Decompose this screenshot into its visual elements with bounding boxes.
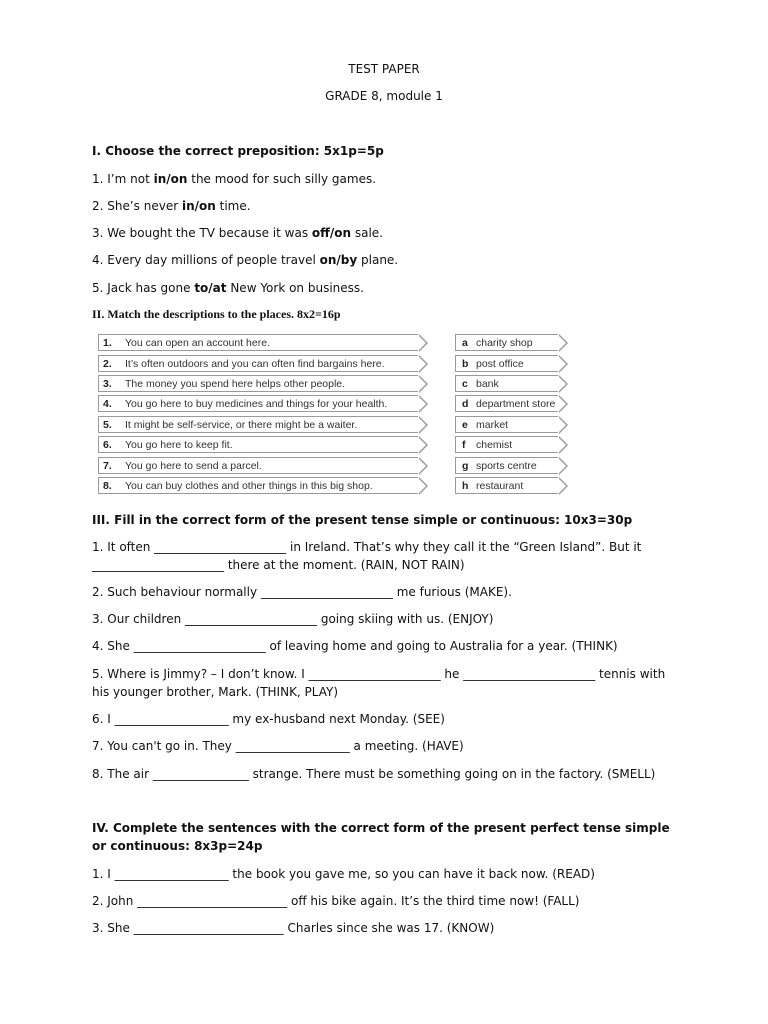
list-item: 1. I’m not in/on the mood for such silly games. bbox=[92, 172, 377, 186]
list-item: 2. She’s never in/on time. bbox=[92, 199, 251, 213]
description-box: 8. You can buy clothes and other things in this big shop. bbox=[98, 477, 418, 494]
place-box: b post office bbox=[455, 355, 558, 372]
list-item: 4. She ______________________ of leaving home and going to Australia for a year. (THINK) bbox=[92, 639, 618, 653]
list-item: 4. Every day millions of people travel on/by plane. bbox=[92, 253, 399, 267]
list-item: 1. I ___________________ the book you gave me, so you can have it back now. (READ) bbox=[92, 867, 595, 881]
list-item: 3. We bought the TV because it was off/on sale. bbox=[92, 226, 383, 240]
place-box: e market bbox=[455, 416, 558, 433]
place-box: c bank bbox=[455, 375, 558, 392]
list-item: 2. Such behaviour normally ______________________ me furious (MAKE). bbox=[92, 585, 512, 599]
list-item: 3. She _________________________ Charles since she was 17. (KNOW) bbox=[92, 921, 495, 935]
description-box: 1. You can open an account here. bbox=[98, 334, 418, 351]
place-box: d department store bbox=[455, 395, 558, 412]
section-4-heading: IV. Complete the sentences with the correct form of the present perfect tense simple or continuous: 8x3p=24p bbox=[92, 821, 670, 853]
place-box: f chemist bbox=[455, 436, 558, 453]
list-item: 3. Our children ______________________ going skiing with us. (ENJOY) bbox=[92, 612, 494, 626]
description-box: 6. You go here to keep fit. bbox=[98, 436, 418, 453]
section-1-heading: I. Choose the correct preposition: 5x1p=5p bbox=[92, 144, 384, 158]
description-box: 4. You go here to buy medicines and things for your health. bbox=[98, 395, 418, 412]
description-box: 5. It might be self-service, or there might be a waiter. bbox=[98, 416, 418, 433]
list-item: 1. It often ______________________ in Ireland. That’s why they call it the “Green Island”. But it ______________________ there at the moment. (RAIN, NOT RAIN) bbox=[92, 540, 642, 572]
page-title: TEST PAPER bbox=[348, 62, 420, 76]
list-item: 8. The air ________________ strange. There must be something going on in the factory. (SMELL) bbox=[92, 767, 656, 781]
section-2-heading: II. Match the descriptions to the places. 8x2=16p bbox=[92, 307, 341, 321]
page-subtitle: GRADE 8, module 1 bbox=[325, 89, 443, 103]
description-box: 2. It’s often outdoors and you can often find bargains here. bbox=[98, 355, 418, 372]
section-3-heading: III. Fill in the correct form of the present tense simple or continuous: 10x3=30p bbox=[92, 513, 633, 527]
place-box: a charity shop bbox=[455, 334, 558, 351]
list-item: 6. I ___________________ my ex-husband next Monday. (SEE) bbox=[92, 712, 445, 726]
list-item: 5. Jack has gone to/at New York on business. bbox=[92, 281, 364, 295]
list-item: 5. Where is Jimmy? – I don’t know. I ______________________ he ______________________ tennis with his younger brother, Mark. (THINK, PLAY) bbox=[92, 667, 666, 699]
description-box: 3. The money you spend here helps other people. bbox=[98, 375, 418, 392]
place-box: h restaurant bbox=[455, 477, 558, 494]
list-item: 7. You can't go in. They ___________________ a meeting. (HAVE) bbox=[92, 739, 464, 753]
description-box: 7. You go here to send a parcel. bbox=[98, 457, 418, 474]
list-item: 2. John _________________________ off his bike again. It’s the third time now! (FALL) bbox=[92, 894, 580, 908]
place-box: g sports centre bbox=[455, 457, 558, 474]
